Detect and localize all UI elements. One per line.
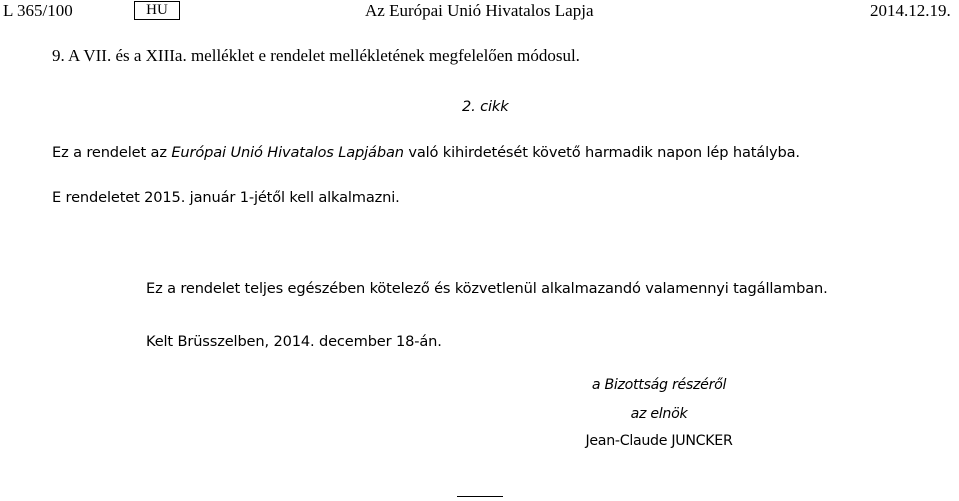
paragraph-text: Ez a rendelet az xyxy=(52,144,172,161)
page-number: L 365/100 xyxy=(3,1,73,20)
amendment-item-9: 9. A VII. és a XIIIa. melléklet e rendelet mellékletének megfelelően módosul. xyxy=(52,46,580,65)
binding-clause: Ez a rendelet teljes egészében kötelező és közvetlenül alkalmazandó valamennyi tagállamban. xyxy=(146,280,828,297)
signature-role: az elnök xyxy=(630,406,688,422)
publication-date: 2014.12.19. xyxy=(870,1,951,20)
language-badge: HU xyxy=(134,1,180,20)
signatory-name: Jean-Claude JUNCKER xyxy=(585,433,733,449)
done-at-clause: Kelt Brüsszelben, 2014. december 18-án. xyxy=(146,333,442,350)
journal-reference: Európai Unió Hivatalos Lapjában xyxy=(171,144,404,161)
signature-for: a Bizottság részéről xyxy=(591,377,727,393)
footnote-divider xyxy=(457,496,503,497)
article-heading: 2. cikk xyxy=(462,98,509,115)
paragraph-text: való kihirdetését követő harmadik napon lép hatályba. xyxy=(403,144,800,161)
journal-title: Az Európai Unió Hivatalos Lapja xyxy=(365,1,594,20)
article-paragraph-entry-into-force xyxy=(52,143,800,163)
article-paragraph-application: E rendeletet 2015. január 1-jétől kell alkalmazni. xyxy=(52,189,400,206)
